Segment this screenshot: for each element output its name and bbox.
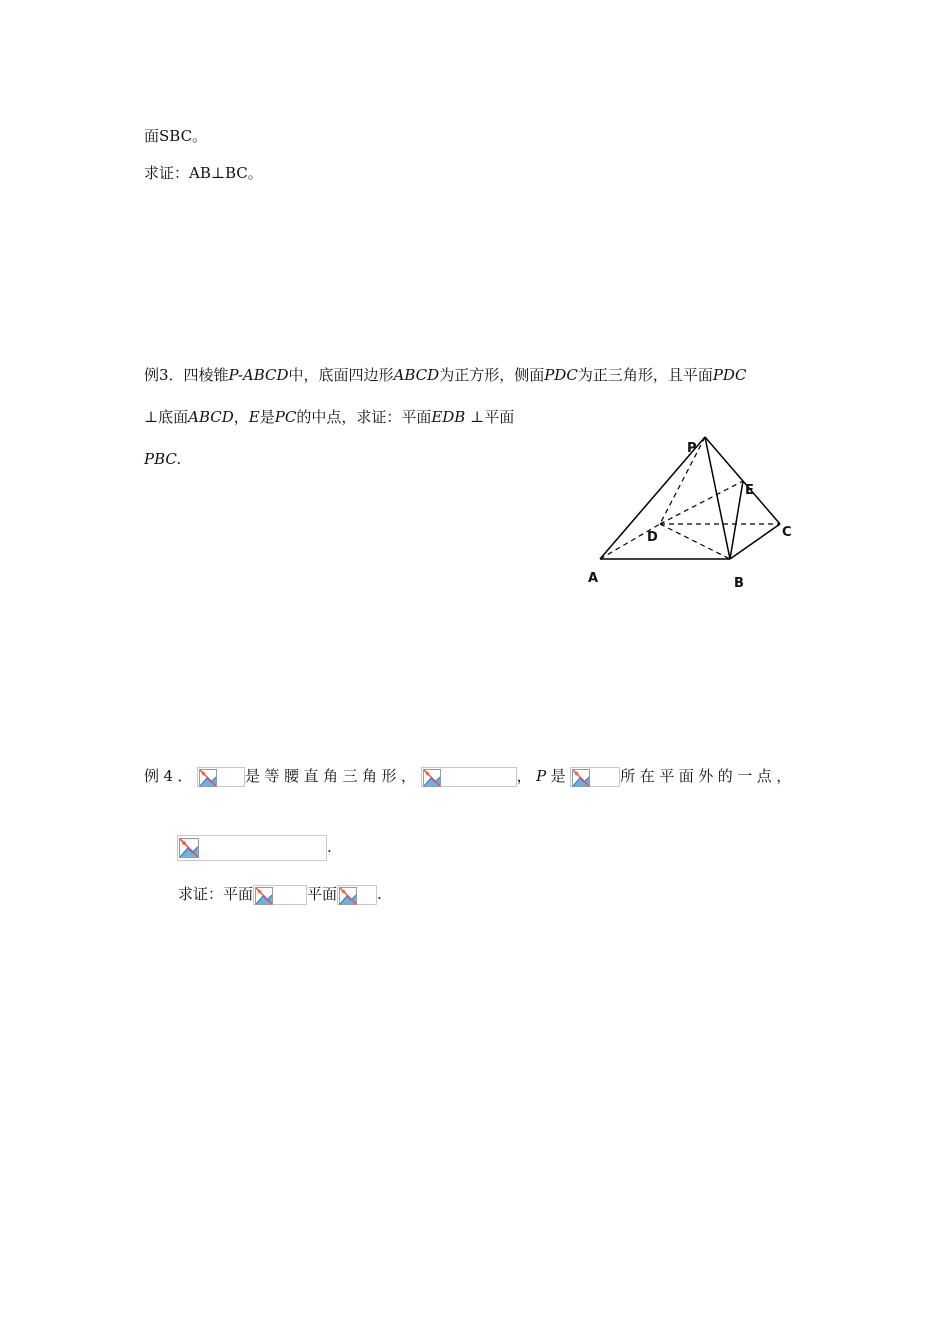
- text-fragment: 例4．: [144, 767, 198, 785]
- text-fragment: 平面: [307, 885, 338, 903]
- vertex-label-E: E: [745, 483, 754, 498]
- text-fragment: 的中点，求证：平面: [296, 408, 432, 426]
- formula-image: [177, 835, 327, 861]
- example-4-line-1: [144, 766, 796, 787]
- formula-image: [421, 767, 517, 787]
- math-text: PBC.: [144, 450, 182, 468]
- vertex-label-B: B: [734, 576, 744, 591]
- example-3-line-1: [144, 365, 746, 385]
- text-fragment: 是: [259, 408, 275, 426]
- text-fragment: 求证：平面: [178, 885, 254, 903]
- example-4-proof-line: [178, 884, 382, 905]
- vertex-label-C: C: [782, 525, 792, 540]
- text-fragment: 是等腰直角三角形，: [245, 767, 421, 785]
- math-text: ABCD: [393, 366, 440, 384]
- math-text: P-ABCD: [228, 366, 289, 384]
- text-fragment: 所在平面外的一点，: [620, 767, 796, 785]
- broken-image-icon: [179, 838, 199, 858]
- formula-image: [570, 767, 620, 787]
- edge-BE: [730, 481, 743, 559]
- vertex-label-D: D: [647, 530, 658, 545]
- vertex-label-P: P: [687, 441, 697, 456]
- example-3-line-3: [144, 449, 181, 469]
- formula-image: [197, 767, 245, 787]
- hidden-edge-DB: [660, 524, 730, 559]
- broken-image-icon: [199, 769, 217, 787]
- math-text: EDB: [431, 408, 466, 426]
- text-line: [144, 126, 207, 146]
- text-fragment: ，: [233, 408, 249, 426]
- text-fragment: 为正方形，侧面: [439, 366, 545, 384]
- text-line: [144, 163, 263, 183]
- example-3-line-2: [144, 407, 514, 427]
- text-fragment: ⊥平面: [470, 408, 515, 426]
- broken-image-icon: [339, 887, 357, 905]
- edge-BC: [730, 524, 780, 559]
- pyramid-figure: [580, 430, 810, 600]
- broken-image-icon: [255, 887, 273, 905]
- text-fragment: 面SBC。: [144, 127, 208, 145]
- formula-image: [337, 885, 377, 905]
- hidden-edge-DE: [660, 481, 743, 524]
- text-fragment: ⊥底面: [144, 408, 189, 426]
- broken-image-icon: [572, 769, 590, 787]
- math-text: ABCD: [188, 408, 234, 426]
- broken-image-icon: [423, 769, 441, 787]
- formula-image: [253, 885, 307, 905]
- edge-PB: [705, 437, 730, 559]
- math-text: PDC: [544, 366, 578, 384]
- text-fragment: 是: [550, 767, 571, 785]
- text-fragment: 例3．四棱锥: [144, 366, 229, 384]
- text-fragment: .: [327, 838, 332, 856]
- edge-PC: [705, 437, 780, 524]
- example-4-line-2: [177, 834, 332, 861]
- vertex-label-A: A: [588, 571, 599, 586]
- math-text: PC: [274, 408, 297, 426]
- math-text: PDC: [712, 366, 747, 384]
- text-fragment: 求证：AB⊥BC。: [144, 164, 263, 182]
- text-fragment: 中，底面四边形: [288, 366, 394, 384]
- math-text: P: [536, 767, 551, 785]
- math-text: E: [248, 408, 260, 426]
- text-fragment: 为正三角形，且平面: [577, 366, 713, 384]
- text-fragment: ，: [516, 767, 537, 785]
- text-fragment: .: [377, 885, 382, 903]
